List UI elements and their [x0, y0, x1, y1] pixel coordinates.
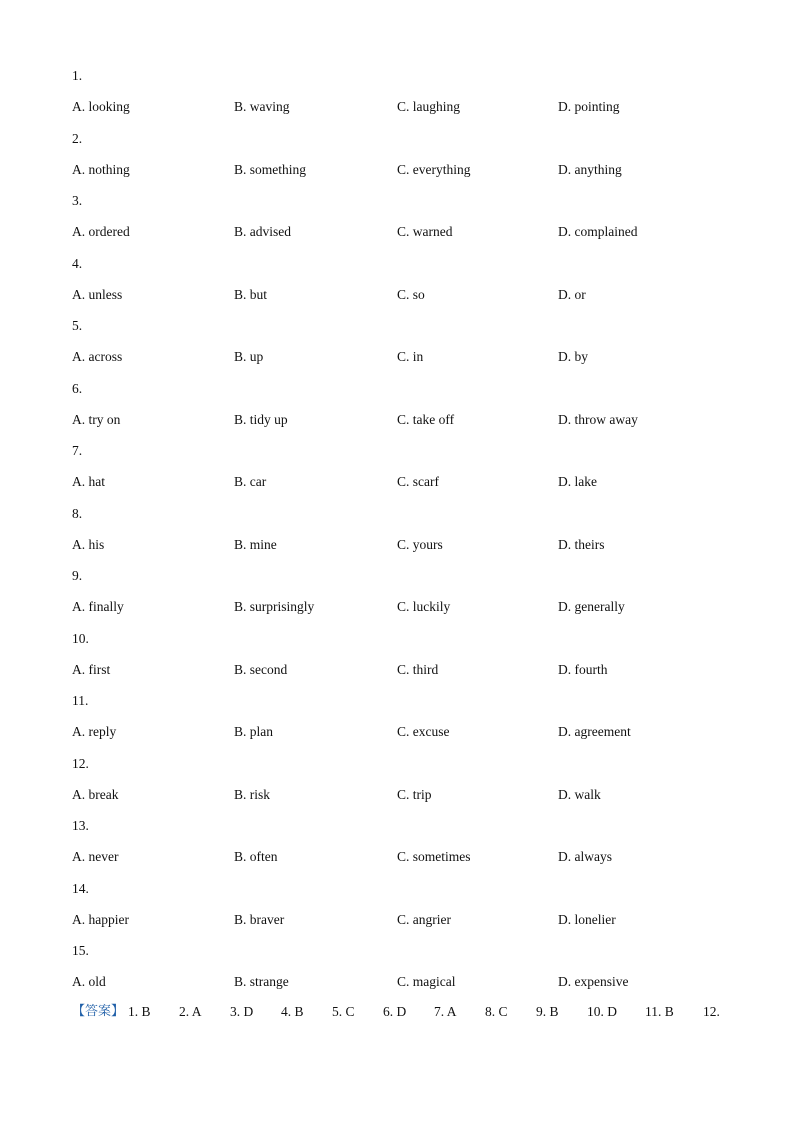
answer-item: 6. D	[383, 1004, 407, 1019]
question-number: 4.	[72, 255, 83, 271]
option-c: C. scarf	[397, 474, 439, 489]
option-a: A. finally	[72, 599, 124, 614]
option-b: B. risk	[234, 786, 271, 802]
option-d: D. lonelier	[558, 911, 616, 927]
question-number: 10.	[72, 630, 89, 646]
option-c: C. take off	[397, 411, 455, 427]
question-13	[72, 816, 752, 879]
question-number: 5.	[72, 318, 83, 333]
option-c: C. trip	[397, 786, 432, 802]
question-number: 8.	[72, 505, 83, 521]
option-c: C. laughing	[397, 99, 460, 114]
answer-item: 9. B	[536, 1004, 559, 1019]
option-b: B. surprisingly	[234, 599, 315, 614]
answer-item: 5. C	[332, 1004, 355, 1019]
answer-item: 7. A	[434, 1004, 457, 1019]
option-a: A. break	[72, 786, 119, 802]
option-c: C. warned	[397, 224, 453, 239]
option-a: A. first	[72, 661, 111, 677]
question-2	[72, 129, 752, 192]
option-c: C. third	[397, 661, 439, 677]
option-row	[72, 722, 752, 742]
option-c: C. in	[397, 349, 424, 364]
option-row	[72, 535, 752, 555]
answer-item: 4. B	[281, 1004, 304, 1019]
option-c: C. so	[397, 286, 425, 302]
option-a: A. hat	[72, 474, 105, 489]
question-11	[72, 691, 752, 754]
option-a: A. reply	[72, 724, 117, 739]
option-b: B. car	[234, 474, 267, 489]
answer-key	[72, 1002, 732, 1022]
option-b: B. strange	[234, 974, 289, 989]
option-row	[72, 222, 752, 242]
option-row	[72, 472, 752, 492]
question-number: 7.	[72, 443, 83, 458]
option-b: B. something	[234, 161, 307, 177]
option-a: A. unless	[72, 286, 123, 302]
option-b: B. second	[234, 661, 288, 677]
question-9	[72, 566, 752, 629]
question-number: 2.	[72, 130, 83, 146]
question-list	[72, 66, 752, 1004]
option-a: A. old	[72, 974, 106, 989]
option-b: B. plan	[234, 724, 273, 739]
question-number: 6.	[72, 380, 83, 396]
question-number: 11.	[72, 693, 89, 708]
option-d: D. expensive	[558, 974, 629, 989]
option-d: D. walk	[558, 786, 601, 802]
answer-item: 11. B	[645, 1004, 674, 1019]
option-a: A. happier	[72, 911, 129, 927]
option-row	[72, 347, 752, 367]
option-d: D. theirs	[558, 536, 605, 552]
answer-item: 8. C	[485, 1004, 508, 1019]
option-row	[72, 285, 752, 305]
question-1	[72, 66, 752, 129]
option-row	[72, 972, 752, 992]
question-number: 14.	[72, 880, 89, 896]
question-5	[72, 316, 752, 379]
question-number: 1.	[72, 68, 83, 83]
question-7	[72, 441, 752, 504]
answer-item: 3. D	[230, 1004, 254, 1019]
question-number: 3.	[72, 193, 83, 208]
option-row	[72, 660, 752, 680]
question-3	[72, 191, 752, 254]
option-d: D. complained	[558, 224, 638, 239]
option-row	[72, 847, 752, 867]
question-14	[72, 879, 752, 942]
option-b: B. advised	[234, 224, 291, 239]
question-8	[72, 504, 752, 567]
option-c: C. excuse	[397, 724, 450, 739]
option-row	[72, 910, 752, 930]
option-b: B. often	[234, 849, 278, 864]
option-d: D. anything	[558, 161, 622, 177]
answer-item: 2. A	[179, 1004, 202, 1019]
question-6	[72, 379, 752, 442]
option-a: A. across	[72, 349, 123, 364]
option-b: B. mine	[234, 536, 277, 552]
option-b: B. braver	[234, 911, 285, 927]
option-a: A. his	[72, 536, 105, 552]
answer-label: 【答案】	[72, 1004, 125, 1019]
option-a: A. looking	[72, 99, 130, 114]
option-d: D. by	[558, 349, 588, 364]
option-c: C. sometimes	[397, 849, 471, 864]
answer-item: 1. B	[128, 1004, 151, 1019]
option-d: D. or	[558, 286, 586, 302]
question-number: 12.	[72, 755, 89, 771]
option-d: D. fourth	[558, 661, 608, 677]
option-a: A. try on	[72, 411, 121, 427]
option-c: C. magical	[397, 974, 456, 989]
option-row	[72, 160, 752, 180]
option-d: D. generally	[558, 599, 625, 614]
option-a: A. nothing	[72, 161, 130, 177]
option-a: A. never	[72, 849, 119, 864]
option-b: B. but	[234, 286, 268, 302]
option-row	[72, 785, 752, 805]
option-c: C. luckily	[397, 599, 451, 614]
question-10	[72, 629, 752, 692]
question-12	[72, 754, 752, 817]
option-row	[72, 597, 752, 617]
question-number: 13.	[72, 818, 89, 833]
option-d: D. always	[558, 849, 612, 864]
option-c: C. angrier	[397, 911, 451, 927]
option-d: D. pointing	[558, 99, 620, 114]
option-d: D. agreement	[558, 724, 631, 739]
option-row	[72, 410, 752, 430]
option-d: D. lake	[558, 474, 597, 489]
option-c: C. everything	[397, 161, 471, 177]
answer-item: 10. D	[587, 1004, 617, 1019]
option-row	[72, 97, 752, 117]
option-b: B. up	[234, 349, 264, 364]
question-4	[72, 254, 752, 317]
option-c: C. yours	[397, 536, 443, 552]
option-d: D. throw away	[558, 411, 638, 427]
answer-item: 12.	[703, 1004, 720, 1019]
option-b: B. waving	[234, 99, 290, 114]
question-number: 15.	[72, 943, 89, 958]
question-number: 9.	[72, 568, 83, 583]
option-a: A. ordered	[72, 224, 130, 239]
option-b: B. tidy up	[234, 411, 288, 427]
question-15	[72, 941, 752, 1004]
